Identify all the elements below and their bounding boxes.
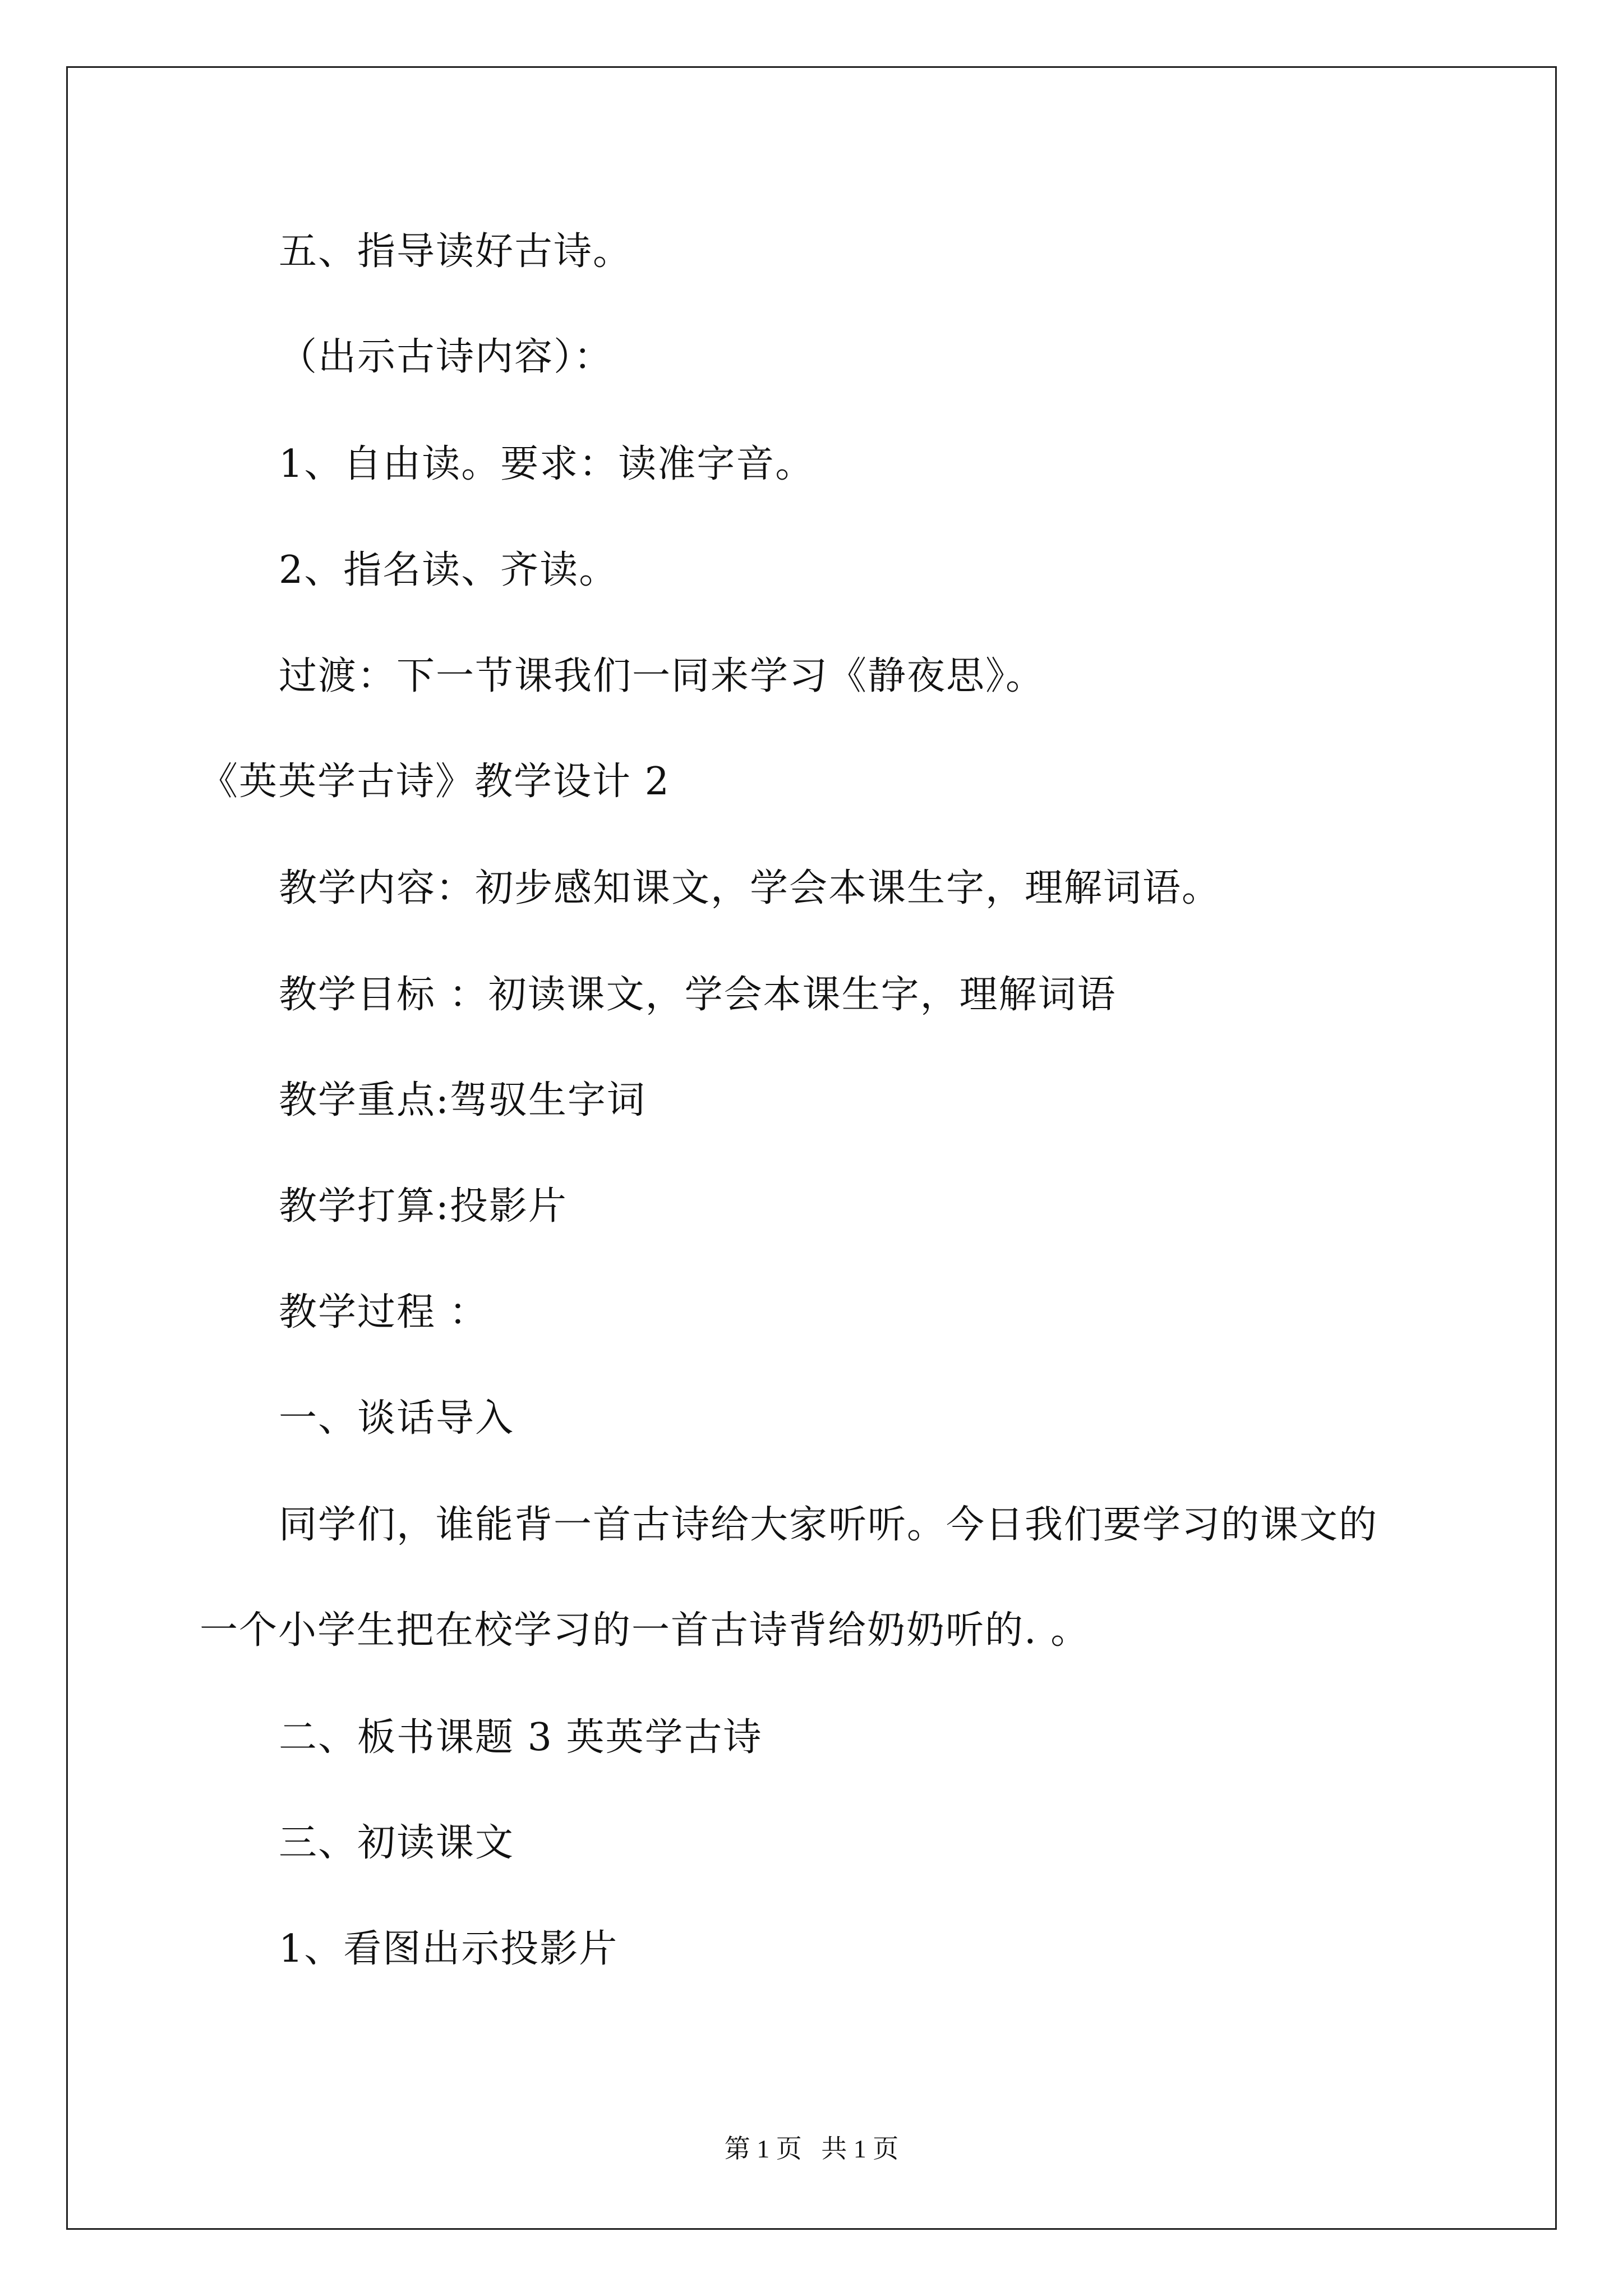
text-line-1: 五、指导读好古诗。 <box>279 229 633 274</box>
text-line-9: 教学重点:驾驭生字词 <box>279 1078 646 1122</box>
text-line-7: 教学内容：初步感知课文，学会本课生字，理解词语。 <box>279 866 1221 910</box>
text-line-11: 教学过程 ： <box>279 1290 488 1335</box>
text-line-5: 过渡：下一节课我们一同来学习《静夜思》。 <box>279 654 1045 698</box>
text-line-8: 教学目标 ：初读课文，学会本课生字，理解词语 <box>279 973 1117 1017</box>
section-heading: 《英英学古诗》教学设计 2 <box>200 760 670 804</box>
text-line-17: 1、看图出示投影片 <box>279 1927 619 1971</box>
text-line-16: 三、初读课文 <box>279 1821 515 1865</box>
text-line-10: 教学打算:投影片 <box>279 1184 568 1228</box>
text-line-13: 同学们，谁能背一首古诗给大家听听。今日我们要学习的课文的 <box>279 1503 1378 1547</box>
text-line-4: 2、指名读、齐读。 <box>279 548 619 592</box>
text-line-15: 二、板书课题 3 英英学古诗 <box>279 1715 763 1760</box>
text-line-12: 一、谈话导入 <box>279 1396 515 1441</box>
text-line-3: 1、自由读。要求：读准字音。 <box>279 442 815 486</box>
text-line-2: （出示古诗内容）： <box>279 335 614 379</box>
page-number-footer: 第 1 页 共 1 页 <box>724 2134 899 2163</box>
page-border <box>66 66 1557 2230</box>
text-line-14: 一个小学生把在校学习的一首古诗背给奶奶听的. 。 <box>200 1608 1090 1653</box>
